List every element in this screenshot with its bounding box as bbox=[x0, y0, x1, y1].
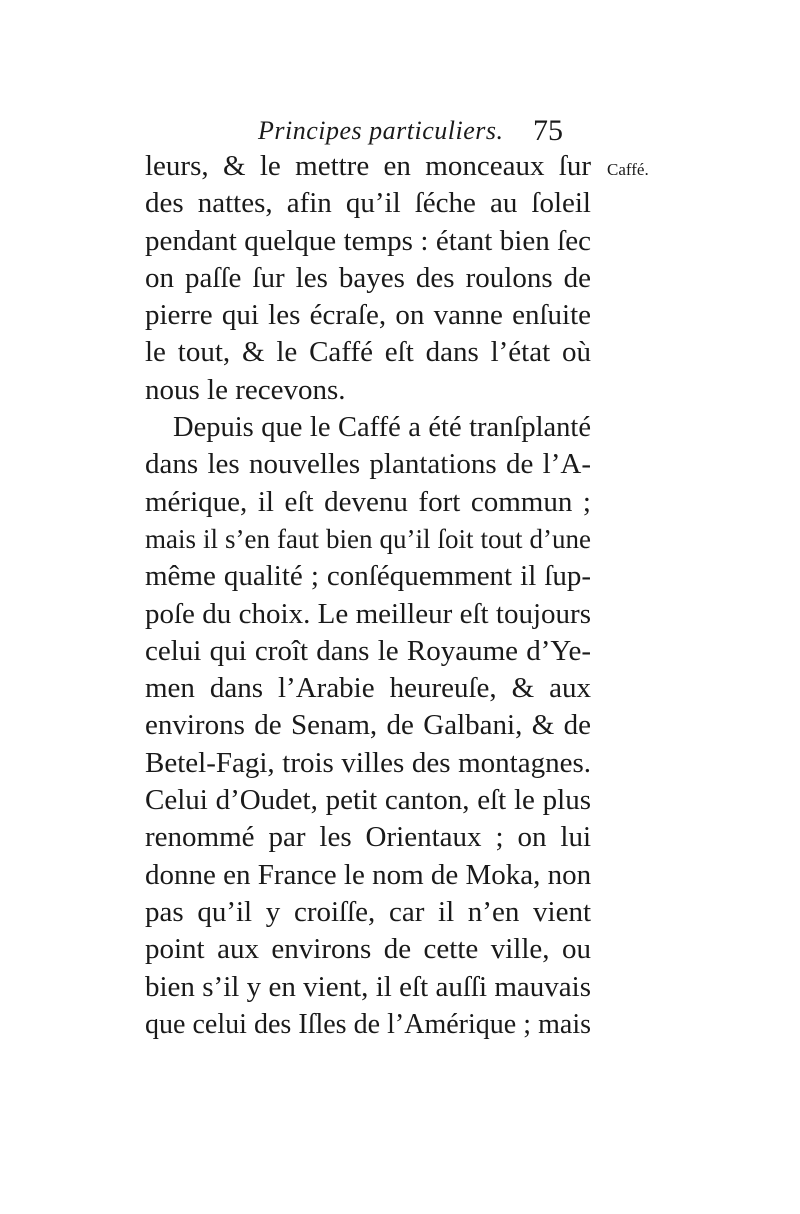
text-line: mais il s’en faut bien qu’il ſoit tout d’une bbox=[145, 523, 591, 554]
text-line: celui qui croît dans le Royaume d’Ye- bbox=[145, 634, 591, 667]
text-line: leurs, & le mettre en monceaux ſur bbox=[145, 150, 591, 182]
text-line: environs de Senam, de Galbani, & de bbox=[145, 709, 591, 742]
text-line: Betel-Fagi, trois villes des montagnes. bbox=[145, 746, 591, 779]
text-line: bien s’il y en vient, il eſt auſſi mauvais bbox=[145, 970, 591, 1003]
paragraph-2 bbox=[145, 409, 591, 1043]
running-title: Principes particuliers. bbox=[258, 116, 504, 145]
text-line: Celui d’Oudet, petit canton, eſt le plus bbox=[145, 784, 591, 817]
body-text bbox=[145, 148, 591, 1043]
text-line: point aux environs de cette ville, ou bbox=[145, 933, 591, 966]
text-line: mérique, il eſt devenu fort commun ; bbox=[145, 485, 591, 518]
text-line: même qualité ; conſéquemment il ſup- bbox=[145, 560, 591, 593]
text-line: pas qu’il y croiſſe, car il n’en vient bbox=[145, 895, 591, 928]
text-line: on paſſe ſur les bayes des roulons de bbox=[145, 261, 591, 294]
marginal-note: Caffé. bbox=[607, 160, 649, 179]
text-line: nous le recevons. bbox=[145, 373, 346, 406]
text-line: des nattes, afin qu’il ſéche au ſoleil bbox=[145, 187, 591, 220]
text-line: men dans l’Arabie heureuſe, & aux bbox=[145, 672, 591, 705]
text-line: pierre qui les écraſe, on vanne enſuite bbox=[145, 299, 591, 332]
text-line: donne en France le nom de Moka, non bbox=[145, 858, 592, 891]
text-line: pendant quelque temps : étant bien ſec bbox=[145, 224, 591, 257]
text-line: Depuis que le Caffé a été tranſplanté bbox=[173, 412, 591, 444]
paragraph-1 bbox=[145, 148, 591, 409]
page-number: 75 bbox=[533, 114, 563, 147]
text-line: que celui des Iſles de l’Amérique ; mais bbox=[145, 1008, 591, 1040]
text-line: renommé par les Orientaux ; on lui bbox=[145, 821, 591, 854]
text-line: dans les nouvelles plantations de l’A- bbox=[145, 448, 591, 481]
text-line: poſe du choix. Le meilleur eſt toujours bbox=[145, 597, 591, 630]
text-line: le tout, & le Caffé eſt dans l’état où bbox=[145, 336, 591, 369]
